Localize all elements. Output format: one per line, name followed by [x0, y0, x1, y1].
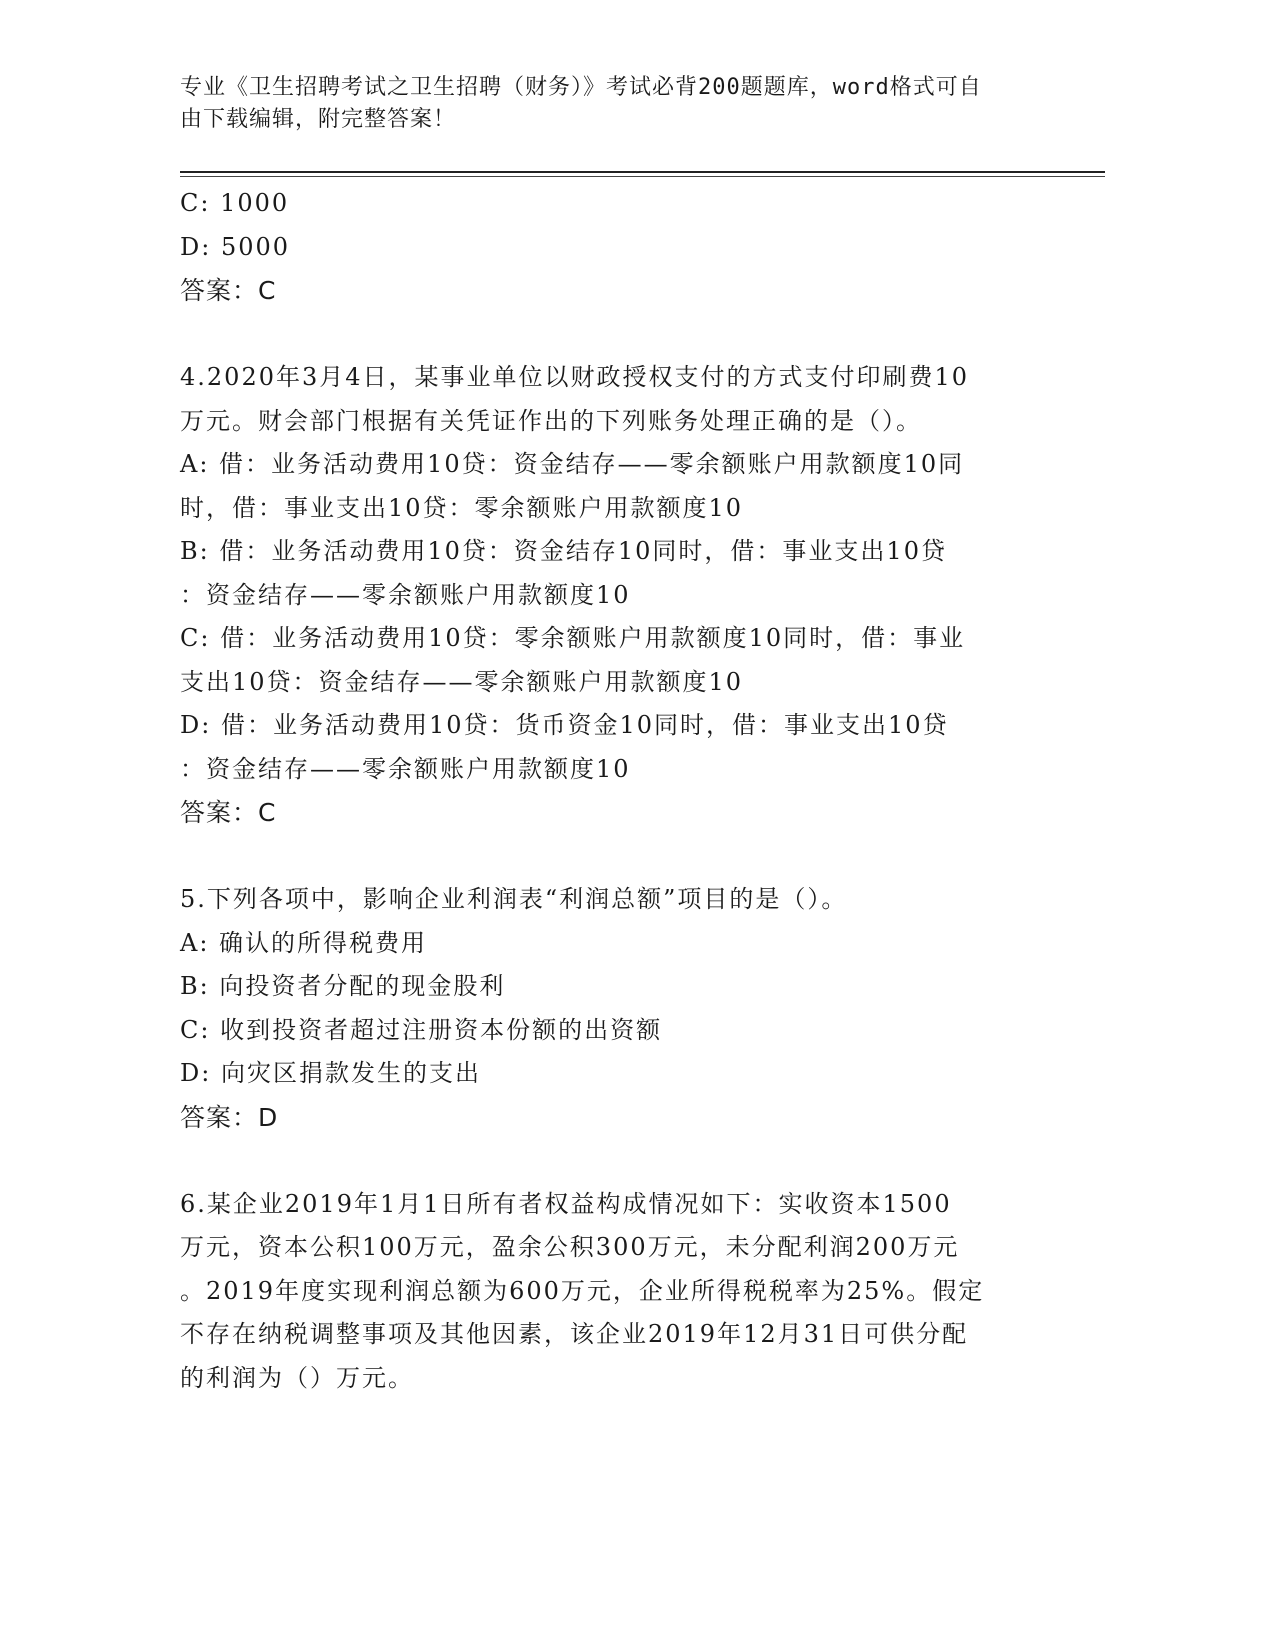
q5-option-a: A: 确认的所得税费用 [180, 928, 428, 957]
q5-option-b: B: 向投资者分配的现金股利 [180, 972, 506, 1000]
q4-option-d-line-1: D: 借：业务活动费用10贷：货币资金10同时，借：事业支出10贷 [180, 711, 949, 739]
q4-stem-line-1: 4.2020年3月4日，某事业单位以财政授权支付的方式支付印刷费10 [180, 363, 970, 391]
q4-option-c-line-1: C: 借：业务活动费用10贷：零余额账户用款额度10同时，借：事业 [180, 624, 966, 652]
q3-answer: 答案：C [180, 276, 277, 305]
q4-option-a-line-2: 时，借：事业支出10贷：零余额账户用款额度10 [180, 493, 744, 522]
q5-option-c: C: 收到投资者超过注册资本份额的出资额 [180, 1015, 663, 1044]
header-rule-thick [180, 171, 1105, 173]
header-line-2: 由下载编辑，附完整答案！ [180, 107, 457, 132]
q4-option-d-line-2: ：资金结存——零余额账户用款额度10 [180, 754, 631, 783]
q4-option-c-line-2: 支出10贷：资金结存——零余额账户用款额度10 [180, 667, 744, 696]
spacer [180, 1139, 1060, 1183]
q5-option-d: D: 向灾区捐款发生的支出 [180, 1059, 481, 1087]
document-header [180, 72, 1040, 136]
q6-stem-line-4: 不存在纳税调整事项及其他因素，该企业2019年12月31日可供分配 [180, 1320, 969, 1348]
q5-answer: 答案：D [180, 1102, 279, 1132]
q4-option-b-line-1: B: 借：业务活动费用10贷：资金结存10同时，借：事业支出10贷 [180, 537, 947, 565]
header-rule-thin [180, 176, 1105, 177]
spacer [180, 835, 1060, 879]
q4-option-b-line-2: ：资金结存——零余额账户用款额度10 [180, 580, 631, 609]
question-content [180, 182, 1060, 1400]
q4-option-a-line-1: A: 借：业务活动费用10贷：资金结存——零余额账户用款额度10同 [180, 450, 965, 478]
q5-stem: 5.下列各项中，影响企业利润表“利润总额”项目的是（）。 [180, 885, 848, 913]
q6-stem-line-5: 的利润为（）万元。 [180, 1363, 414, 1392]
q6-stem-line-2: 万元，资本公积100万元，盈余公积300万元，未分配利润200万元 [180, 1233, 960, 1261]
q3-option-c: C: 1000 [180, 189, 290, 217]
q4-answer: 答案：C [180, 798, 277, 827]
q6-stem-line-3: 。2019年度实现利润总额为600万元，企业所得税税率为25%。假定 [180, 1276, 985, 1305]
q6-stem-line-1: 6.某企业2019年1月1日所有者权益构成情况如下：实收资本1500 [180, 1189, 952, 1218]
q4-stem-line-2: 万元。财会部门根据有关凭证作出的下列账务处理正确的是（）。 [180, 406, 922, 435]
header-line-1: 专业《卫生招聘考试之卫生招聘（财务）》考试必背200题题库，word格式可自 [180, 75, 982, 100]
q3-option-d: D: 5000 [180, 232, 291, 261]
spacer [180, 313, 1060, 357]
